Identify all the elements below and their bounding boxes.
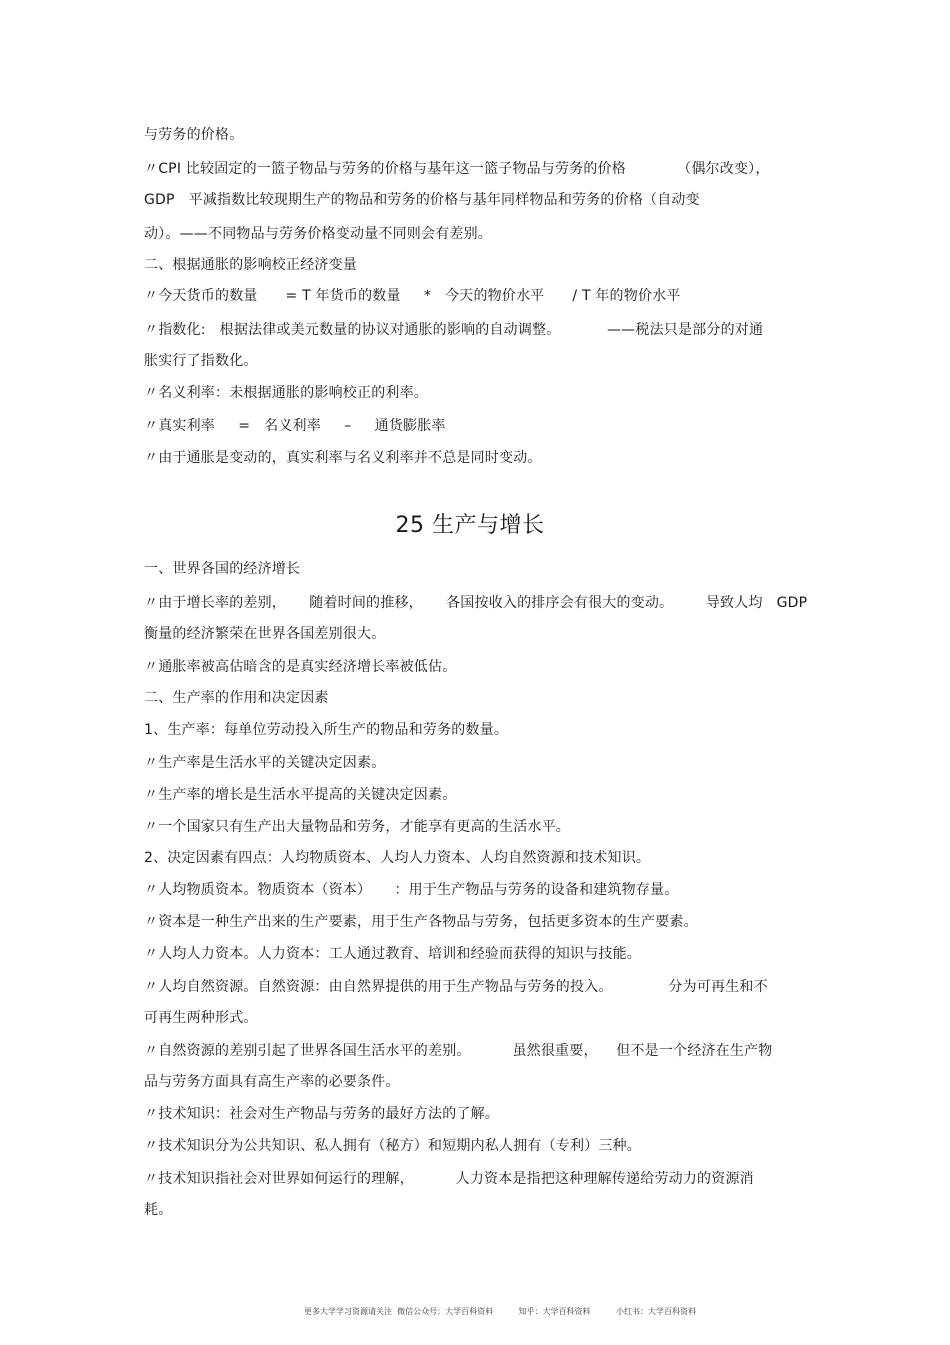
bullet-line: 〃CPI 比较固定的一篮子物品与劳务的价格与基年这一篮子物品与劳务的价格 （偶尔改变），: [144, 161, 770, 177]
bullet-line: 〃自然资源的差别引起了世界各国生活水平的差别。 虽然很重要， 但不是一个经济在生产物: [144, 1043, 773, 1059]
bullet-line: 〃通胀率被高估暗含的是真实经济增长率被低估。: [144, 659, 457, 675]
bullet-line: 〃人均物质资本。物质资本（资本） ：用于生产物品与劳务的设备和建筑物存量。: [144, 882, 679, 898]
bullet-line: 〃一个国家只有生产出大量物品和劳务，才能享有更高的生活水平。: [144, 819, 570, 835]
bullet-line: 〃生产率是生活水平的关键决定因素。: [144, 755, 386, 771]
subheading: 一、世界各国的经济增长: [144, 561, 301, 577]
bullet-line: 〃资本是一种生产出来的生产要素，用于生产各物品与劳务，包括更多资本的生产要素。: [144, 914, 698, 930]
paragraph-line: 耗。: [144, 1202, 173, 1218]
paragraph-line: 2、决定因素有四点：人均物质资本、人均人力资本、人均自然资源和技术知识。: [144, 850, 651, 866]
paragraph-line: 胀实行了指数化。: [144, 353, 258, 369]
subheading: 二、根据通胀的影响校正经济变量: [144, 257, 357, 273]
paragraph-line: GDP 平减指数比较现期生产的物品和劳务的价格与基年同样物品和劳务的价格（自动变: [144, 192, 700, 208]
bullet-line: 〃人均自然资源。自然资源：由自然界提供的用于生产物品与劳务的投入。 分为可再生和不: [144, 979, 768, 995]
bullet-line: 〃由于通胀是变动的，真实利率与名义利率并不总是同时变动。: [144, 450, 542, 466]
bullet-line: 〃由于增长率的差别， 随着时间的推移， 各国按收入的排序会有很大的变动。 导致人均 GDP: [144, 595, 808, 611]
bullet-line: 〃技术知识分为公共知识、私人拥有（秘方）和短期内私人拥有（专利）三种。: [144, 1138, 641, 1154]
bullet-line: 〃名义利率：未根据通胀的影响校正的利率。: [144, 385, 428, 401]
subheading: 二、生产率的作用和决定因素: [144, 690, 329, 706]
bullet-line: 〃真实利率 = 名义利率 – 通货膨胀率: [144, 418, 446, 434]
bullet-line: 〃指数化: 根据法律或美元数量的协议对通胀的影响的自动调整。 ——税法只是部分的对通: [144, 322, 764, 338]
bullet-line: 〃生产率的增长是生活水平提高的关键决定因素。: [144, 787, 457, 803]
bullet-line: 〃今天货币的数量 = T 年货币的数量 * 今天的物价水平 / T 年的物价水平: [144, 288, 681, 304]
bullet-line: 〃技术知识指社会对世界如何运行的理解， 人力资本是指把这种理解传递给劳动力的资源消: [144, 1171, 754, 1187]
paragraph-line: 与劳务的价格。: [144, 127, 244, 143]
paragraph-line: 1、生产率：每单位劳动投入所生产的物品和劳务的数量。: [144, 722, 509, 738]
paragraph-line: 动）。——不同物品与劳务价格变动量不同则会有差别。: [144, 226, 492, 242]
footer-note: 更多大学学习资源请关注 微信公众号：大学百科资料 知乎：大学百科资料 小红书：大学百科资料: [304, 1307, 696, 1316]
paragraph-line: 品与劳务方面具有高生产率的必要条件。: [144, 1074, 400, 1090]
paragraph-line: 可再生两种形式。: [144, 1010, 258, 1026]
paragraph-line: 衡量的经济繁荣在世界各国差别很大。: [144, 626, 386, 642]
section-title: 25 生产与增长: [395, 513, 545, 538]
bullet-line: 〃人均人力资本。人力资本：工人通过教育、培训和经验而获得的知识与技能。: [144, 946, 641, 962]
bullet-line: 〃技术知识：社会对生产物品与劳务的最好方法的了解。: [144, 1106, 499, 1122]
